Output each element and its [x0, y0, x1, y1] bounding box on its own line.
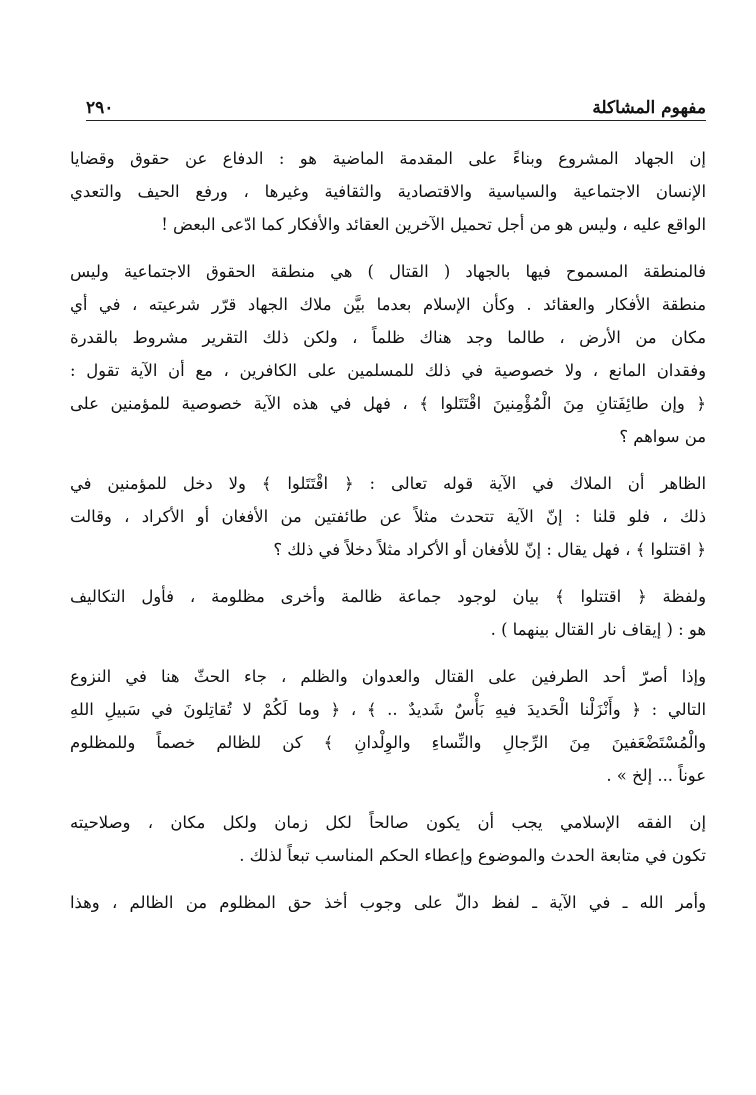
text-line: الظاهر أن الملاك في الآية قوله تعالى : ﴿ اقْتَتَلوا ﴾ ولا دخل للمؤمنين في: [70, 474, 706, 493]
text-line: والْمُسْتَضْعَفينَ مِنَ الرِّجالِ والنِّساءِ والوِلْدانِ ﴾ كن للظالم خصماً وللمظلوم: [70, 733, 706, 752]
text-line: التالي : ﴿ وأَنْزَلْنا الْحَديدَ فيهِ بَأْسٌ شَديدٌ .. ﴾ ، ﴿ وما لَكُمْ لا تُقاتِلونَ في سَبيلِ اللهِ: [70, 700, 706, 719]
text-line: وأمر الله ـ في الآية ـ لفظ دالّ على وجوب أخذ حق المظلوم من الظالم ، وهذا: [70, 893, 706, 912]
text-line: إن الجهاد المشروع وبناءً على المقدمة الماضية هو : الدفاع عن حقوق وقضايا: [70, 149, 706, 168]
text-line: وإذا أصرّ أحد الطرفين على القتال والعدوان والظلم ، جاء الحثّ هنا في النزوع: [70, 667, 706, 686]
text-line: عوناً ... إلخ » .: [606, 766, 706, 785]
text-line: فالمنطقة المسموح فيها بالجهاد ( القتال ) هي منطقة الحقوق الاجتماعية وليس: [70, 262, 706, 281]
text-line: ذلك ، فلو قلنا : إنّ الآية تتحدث مثلاً عن طائفتين من الأفغان أو الأكراد ، وقالت: [70, 507, 706, 526]
paragraph-3: [70, 467, 706, 566]
paragraph-1: [70, 142, 706, 241]
running-title: مفهوم المشاكلة: [592, 98, 706, 118]
paragraph-4: [70, 580, 706, 646]
text-line: الواقع عليه ، وليس هو من أجل تحميل الآخرين العقائد والأفكار كما ادّعى البعض !: [161, 215, 706, 234]
page-number: ٢٩٠: [86, 98, 114, 118]
header-rule: [86, 120, 706, 121]
paragraph-6: [70, 806, 706, 872]
text-line: هو : ( إيقاف نار القتال بينهما ) .: [490, 620, 706, 639]
paragraph-5: [70, 660, 706, 792]
text-line: مكان من الأرض ، طالما وجد هناك ظلماً ، ولكن ذلك التقرير مشروط بالقدرة: [70, 328, 706, 347]
text-line: الإنسان الاجتماعية والسياسية والاقتصادية والثقافية وغيرها ، ورفع الحيف والتعدي: [70, 182, 706, 201]
text-line: تكون في متابعة الحدث والموضوع وإعطاء الحكم المناسب تبعاً لذلك .: [239, 846, 706, 865]
page-header: [86, 88, 706, 118]
paragraph-7: [70, 886, 706, 919]
text-line: من سواهم ؟: [619, 427, 706, 446]
text-line: وفقدان المانع ، ولا خصوصية في ذلك للمسلمين على الكافرين ، مع أن الآية تقول :: [70, 361, 706, 380]
body-text: [70, 142, 706, 933]
text-line: منطقة الأفكار والعقائد . وكأن الإسلام بعدما بيَّن ملاك الجهاد قرّر شرعيته ، في أي: [70, 295, 706, 314]
text-line: ولفظة ﴿ اقتتلوا ﴾ بيان لوجود جماعة ظالمة وأخرى مظلومة ، فأول التكاليف: [70, 587, 706, 606]
text-line: إن الفقه الإسلامي يجب أن يكون صالحاً لكل زمان ولكل مكان ، وصلاحيته: [70, 813, 706, 832]
paragraph-2: [70, 255, 706, 453]
text-line: ﴿ اقتتلوا ﴾ ، فهل يقال : إنّ للأفغان أو الأكراد مثلاً دخلاً في ذلك ؟: [273, 540, 706, 559]
text-line: ﴿ وإن طائِفَتانِ مِنَ الْمُؤْمِنينَ اقْتَتَلوا ﴾ ، فهل في هذه الآية خصوصية للمؤمنين على: [70, 394, 706, 413]
